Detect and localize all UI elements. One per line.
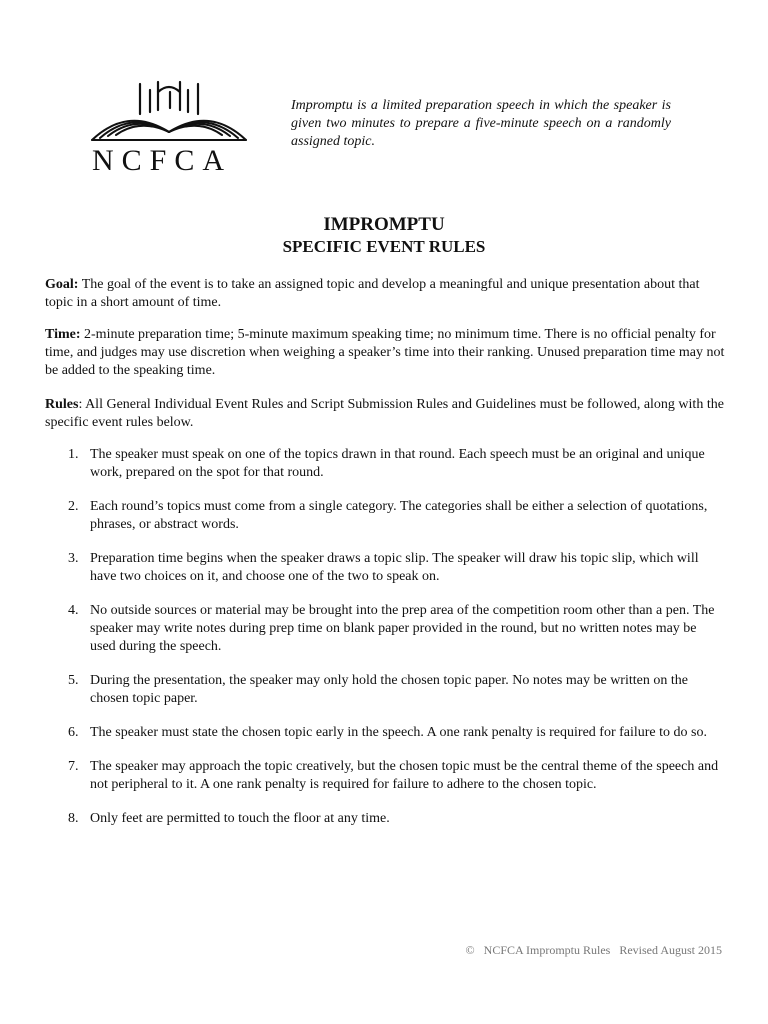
time-paragraph — [45, 326, 725, 380]
rule-text: The speaker may approach the topic creatively, but the chosen topic must be the central theme of the speech and not peripheral to it. A one rank penalty is required for failure to adhere to the chosen topic. — [90, 759, 719, 792]
rule-number: 5. — [68, 673, 79, 688]
page-subtitle: SPECIFIC EVENT RULES — [282, 237, 486, 256]
rule-item — [45, 810, 725, 828]
rule-text: Each round’s topics must come from a single category. The categories shall be either a selection of quotations, phrases, or abstract words. — [90, 499, 708, 532]
rule-number: 2. — [68, 499, 79, 514]
rule-text: No outside sources or material may be brought into the prep area of the competition room other than a pen. The speaker may write notes during prep time on blank paper provided in the round, but no written notes may be used during the speech. — [90, 603, 715, 654]
time-label: Time: — [45, 327, 81, 342]
rule-number: 1. — [68, 447, 79, 462]
rule-text: During the presentation, the speaker may only hold the chosen topic paper. No notes may be written on the chosen topic paper. — [90, 673, 688, 706]
rule-number: 7. — [68, 759, 79, 774]
rule-item — [45, 758, 725, 794]
rule-item — [45, 498, 725, 534]
ncfca-logo — [88, 78, 258, 182]
rules-intro-text: : All General Individual Event Rules and Script Submission Rules and Guidelines must be followed, along with the specific event rules below. — [45, 397, 724, 430]
rule-text: The speaker must state the chosen topic early in the speech. A one rank penalty is required for failure to do so. — [90, 725, 707, 740]
logo-text: NCFCA — [92, 144, 233, 177]
goal-label: Goal: — [45, 277, 79, 292]
rule-text: Only feet are permitted to touch the floor at any time. — [90, 811, 390, 826]
goal-paragraph — [45, 276, 725, 312]
page-footer: © NCFCA Impromptu Rules Revised August 2015 — [465, 943, 722, 957]
rules-list — [45, 446, 725, 844]
intro-description: Impromptu is a limited preparation speech in which the speaker is given two minutes to prepare a five-minute speech on a randomly assigned topic. — [291, 98, 671, 149]
rule-number: 8. — [68, 811, 79, 826]
rules-label: Rules — [45, 397, 79, 412]
rule-item — [45, 724, 725, 742]
rule-item — [45, 550, 725, 586]
rule-item — [45, 602, 725, 656]
rule-text: Preparation time begins when the speaker draws a topic slip. The speaker will draw his topic slip, which will have two choices on it, and choose one of the two to speak on. — [90, 551, 699, 584]
page-title: IMPROMPTU — [323, 214, 445, 235]
open-book-icon — [88, 78, 258, 144]
time-text: 2-minute preparation time; 5-minute maximum speaking time; no minimum time. There is no official penalty for time, and judges may use discretion when weighing a speaker’s time into their ranking. Unused preparation time may not be added to the speaking time. — [45, 327, 725, 378]
rule-number: 4. — [68, 603, 79, 618]
rule-number: 6. — [68, 725, 79, 740]
rule-item — [45, 446, 725, 482]
goal-text: The goal of the event is to take an assigned topic and develop a meaningful and unique presentation about that topic in a short amount of time. — [45, 277, 700, 310]
rule-text: The speaker must speak on one of the topics drawn in that round. Each speech must be an original and unique work, prepared on the spot for that round. — [90, 447, 705, 480]
rule-item — [45, 672, 725, 708]
rules-intro-paragraph — [45, 396, 725, 432]
rule-number: 3. — [68, 551, 79, 566]
